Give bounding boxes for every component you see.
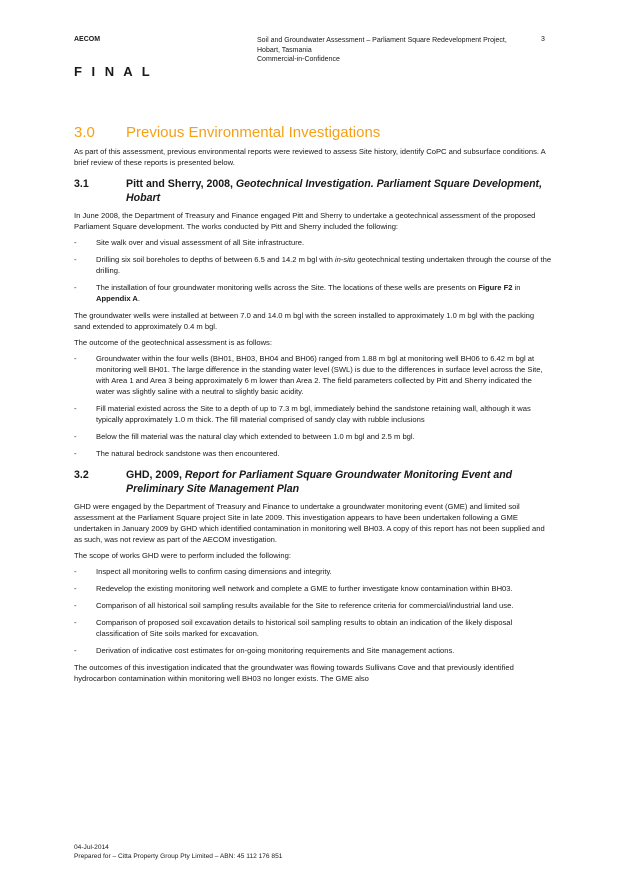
section-intro: As part of this assessment, previous environmental reports were reviewed to assess Site history, identify CoPC and subsurface conditions. A brief review of these reports is presented below. <box>74 147 546 167</box>
list-item: - Site walk over and visual assessment of all Site infrastructure. <box>74 237 552 248</box>
header-report-name: Soil and Groundwater Assessment – Parliament Square Redevelopment Project, Hobart, Tasmania <box>257 37 507 54</box>
subsection-3-1-title-plain: Pitt and Sherry, 2008, <box>126 178 236 190</box>
section-heading <box>74 124 552 142</box>
list-item: - Inspect all monitoring wells to confirm casing dimensions and integrity. <box>74 566 552 577</box>
subsection-3-1-heading <box>74 177 552 205</box>
list-item: - Derivation of indicative cost estimates for on-going monitoring requirements and Site management actions. <box>74 645 552 656</box>
list-item: - Groundwater within the four wells (BH01, BH03, BH04 and BH06) ranged from 1.88 m bgl at monitoring well BH06 to 6.42 m bgl at monitoring well BH01. The large difference in the standing water level (SWL) is due to the differences in surface level across the Site, with Area 1 and Area 3 being approximately 6 m lower than Area 2. The field parameters collected by Pitt and Sherry indicated the water was slightly saline with a neutral to slightly basic acidity. <box>74 353 552 397</box>
page-footer <box>74 843 282 861</box>
list-item: - The natural bedrock sandstone was then encountered. <box>74 448 552 459</box>
list-item: - Below the fill material was the natural clay which extended to between 1.0 m bgl and 2.5 m bgl. <box>74 431 552 442</box>
subsection-3-1-number: 3.1 <box>74 178 89 190</box>
scope-list <box>74 566 552 656</box>
section-title: Previous Environmental Investigations <box>126 124 381 141</box>
header-report-title <box>257 36 527 65</box>
subsection-3-2-title-plain: GHD, 2009, <box>126 469 185 481</box>
paragraph: The groundwater wells were installed at between 7.0 and 14.0 m bgl with the screen installed to approximately 1.0 m bgl with the packing sand extended to approximately 0.4 m bgl. <box>74 311 535 331</box>
header-company: AECOM <box>74 36 101 43</box>
section-number: 3.0 <box>74 124 95 141</box>
list-item: - Fill material existed across the Site to a depth of up to 7.3 m bgl, immediately behind the sandstone retaining wall, although it was typically approximately 1.0 m thick. The fill material comprised of sandy clay with rubble inclusions <box>74 403 552 425</box>
appendix-reference: Appendix A <box>96 294 138 303</box>
figure-reference: Figure F2 <box>478 283 513 292</box>
list-item: - Comparison of all historical soil sampling results available for the Site to reference criteria for commercial/industrial land use. <box>74 600 552 611</box>
document-body <box>74 124 552 689</box>
header-confidentiality: Commercial-in-Confidence <box>257 56 340 63</box>
subsection-3-2-heading <box>74 468 552 496</box>
subsection-3-1-title-italic: Geotechnical Investigation. Parliament Square Development, Hobart <box>126 178 543 204</box>
works-list <box>74 237 552 304</box>
footer-prepared-for: Prepared for – Citta Property Group Pty Limited – ABN: 45 112 176 851 <box>74 853 283 860</box>
list-item: - The installation of four groundwater monitoring wells across the Site. The locations of these wells are presents on Figure F2 in Appendix A. <box>74 282 552 304</box>
subsection-3-2-number: 3.2 <box>74 469 89 481</box>
paragraph: In June 2008, the Department of Treasury and Finance engaged Pitt and Sherry to undertake a geotechnical assessment of the proposed Parliament Square development. The works conducted by Pitt and Sherry included the following: <box>74 211 536 231</box>
header-page-number: 3 <box>541 36 545 43</box>
list-item: - Drilling six soil boreholes to depths of between 6.5 and 14.2 m bgl with in-situ geotechnical testing undertaken through the course of the drilling. <box>74 254 552 276</box>
paragraph: The outcomes of this investigation indicated that the groundwater was flowing towards Sullivans Cove and that previously identified hydrocarbon contamination within monitoring well BH03 no longer exists. The GME also <box>74 663 514 683</box>
list-item: - Redevelop the existing monitoring well network and complete a GME to further investigate know contamination within BH03. <box>74 583 552 594</box>
paragraph: The outcome of the geotechnical assessment is as follows: <box>74 338 272 347</box>
paragraph: GHD were engaged by the Department of Treasury and Finance to undertake a groundwater monitoring event (GME) and limited soil assessment at the Parliament Square project Site in late 2009. This investigation appears to have been undertaken following a GME undertaken in January 2009 by GHD which identified contamination in monitoring well BH03. A copy of this report has not been supplied and as such, was not review as part of the AECOM investigation. <box>74 502 545 544</box>
paragraph: The scope of works GHD were to perform included the following: <box>74 551 291 560</box>
subsection-3-2-title-italic: Report for Parliament Square Groundwater Monitoring Event and Preliminary Site Management Plan <box>126 469 513 495</box>
footer-date: 04-Jul-2014 <box>74 844 109 851</box>
list-item: - Comparison of proposed soil excavation details to historical soil sampling results to obtain an indication of the likely disposal classification of Site soils marked for excavation. <box>74 617 552 639</box>
final-status-label: F I N A L <box>74 64 153 79</box>
outcome-list <box>74 353 552 459</box>
